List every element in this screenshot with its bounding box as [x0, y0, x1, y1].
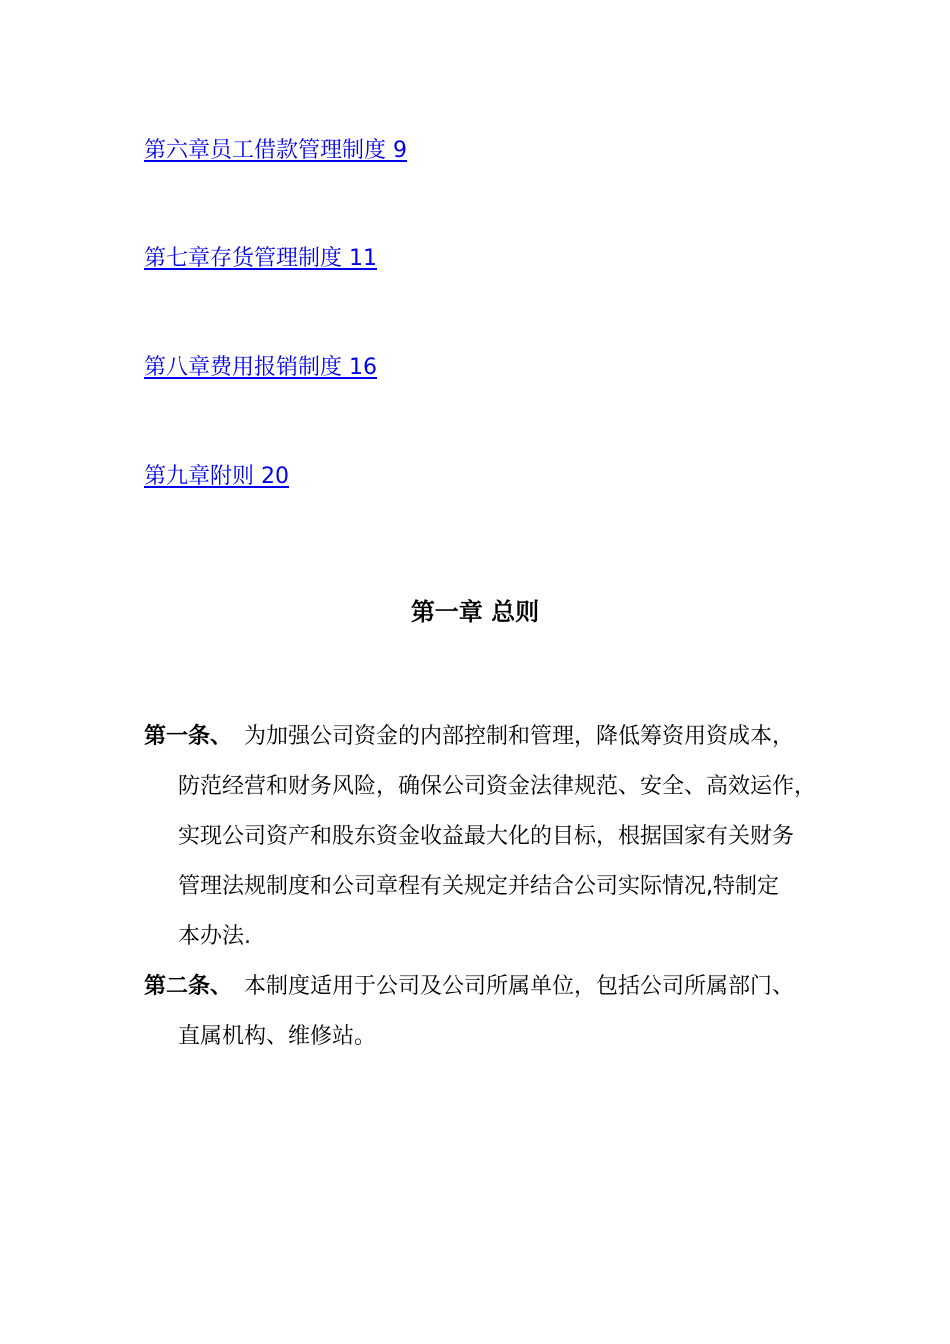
article-1-label: 第一条、	[144, 724, 233, 749]
toc-link-chapter-6[interactable]: 第六章员工借款管理制度 9	[144, 138, 407, 163]
toc-link-chapter-9[interactable]: 第九章附则 20	[144, 464, 289, 489]
article-2-line-1: 本制度适用于公司及公司所属单位，包括公司所属部门、	[244, 974, 795, 999]
article-2-label: 第二条、	[144, 974, 233, 999]
article-1-line-1: 为加强公司资金的内部控制和管理，降低筹资用资成本，	[244, 724, 795, 749]
article-1-line-5: 本办法.	[178, 924, 251, 949]
article-1-line-4: 管理法规制度和公司章程有关规定并结合公司实际情况,特制定	[178, 874, 779, 899]
article-2-line-2: 直属机构、维修站。	[178, 1024, 377, 1049]
toc-link-chapter-8[interactable]: 第八章费用报销制度 16	[144, 355, 377, 380]
article-2	[144, 962, 834, 1062]
article-1-first-line	[144, 712, 834, 762]
article-2-first-line	[144, 962, 834, 1012]
toc-link-chapter-7[interactable]: 第七章存货管理制度 11	[144, 246, 377, 271]
article-1	[144, 712, 834, 962]
chapter-title: 第一章 总则	[410, 598, 540, 626]
article-1-line-3: 实现公司资产和股东资金收益最大化的目标，根据国家有关财务	[178, 824, 795, 849]
article-1-line-2: 防范经营和财务风险，确保公司资金法律规范、安全、高效运作，	[178, 774, 817, 799]
